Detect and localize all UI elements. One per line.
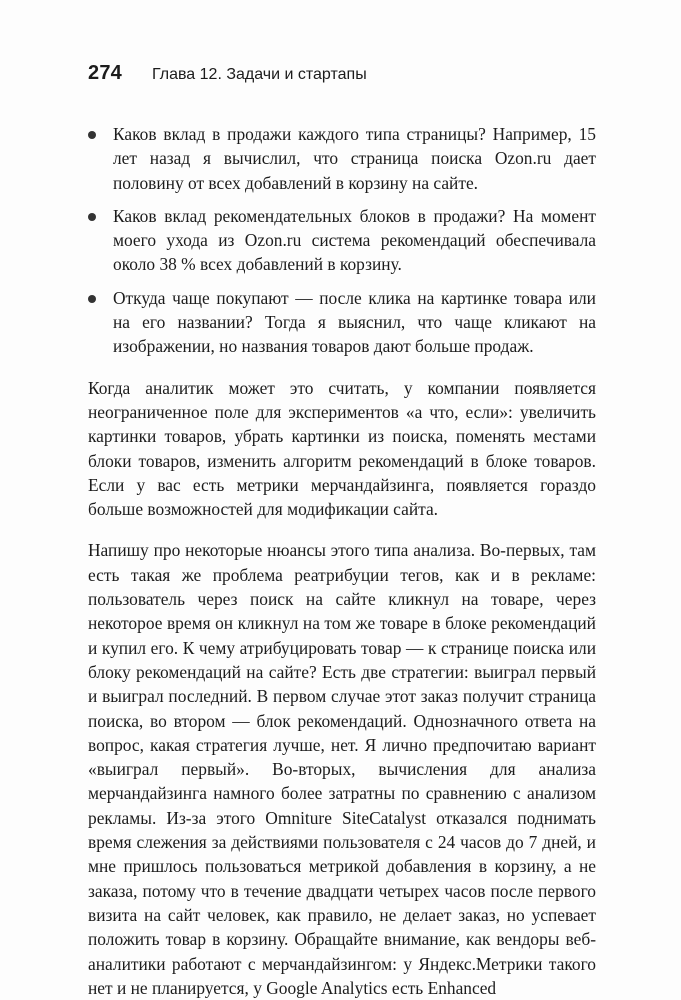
bullet-dot-icon	[88, 295, 96, 303]
bullet-dot-icon	[88, 131, 96, 139]
page-header	[88, 62, 367, 88]
page-number: 274	[88, 62, 122, 84]
paragraph: Когда аналитик может это считать, у компании появляется неограниченное поле для экспериментов «а что, если»: увеличить картинки товаров, убрать картинки из поиска, поменять местами блоки товаров, изменить алгоритм рекомендаций в блоке товаров. Если у вас есть метрики мерчандайзинга, появляется гораздо больше возможностей для модификации сайта.	[88, 377, 596, 520]
page-body	[88, 122, 596, 1000]
bullet-text: Откуда чаще покупают — после клика на картинке товара или на его названии? Тогда я выяснил, что чаще кликают на изображении, но названия товаров дают больше продаж.	[113, 287, 596, 357]
bullet-dot-icon	[88, 213, 96, 221]
bullet-text: Каков вклад рекомендательных блоков в продажи? На момент моего ухода из Ozon.ru система рекомендаций обеспечивала около 38 % всех добавлений в корзину.	[113, 205, 596, 275]
bullet-item	[88, 122, 596, 195]
bullet-item	[88, 286, 596, 359]
bullet-list	[88, 122, 596, 359]
bullet-item	[88, 204, 596, 277]
bullet-text: Каков вклад в продажи каждого типа страницы? Например, 15 лет назад я вычислил, что страница поиска Ozon.ru дает половину от всех добавлений в корзину на сайте.	[113, 124, 596, 193]
running-head: Глава 12. Задачи и стартапы	[151, 66, 367, 83]
paragraph: Напишу про некоторые нюансы этого типа анализа. Во-первых, там есть такая же проблема реатрибуции тегов, как и в рекламе: пользователь через поиск на сайте кликнул на товаре, через некоторое время он кликнул на том же товаре в блоке рекомендаций и купил его. К чему атрибуцировать товар — к странице поиска или блоку рекомендаций на сайте? Есть две стратегии: выиграл первый и выиграл последний. В первом случае этот заказ получит страница поиска, во втором — блок рекомендаций. Однозначного ответа на вопрос, какая стратегия лучше, нет. Я лично предпочитаю вариант «выиграл первый». Во-вторых, вычисления для анализа мерчандайзинга намного более затратны по сравнению с анализом рекламы. Из-за этого Omniture SiteCatalyst отказался поднимать время слежения за действиями пользователя с 24 часов до 7 дней, и мне пришлось пользоваться метрикой добавления в корзину, а не заказа, потому что в течение двадцати четырех часов после первого визита на сайт человек, как правило, не делает заказ, но успевает положить товар в корзину. Обращайте внимание, как вендоры веб-аналитики работают с мерчандайзингом: у Яндекс.Метрики такого нет и не планируется, у Google Analytics есть Enhanced	[88, 540, 596, 998]
